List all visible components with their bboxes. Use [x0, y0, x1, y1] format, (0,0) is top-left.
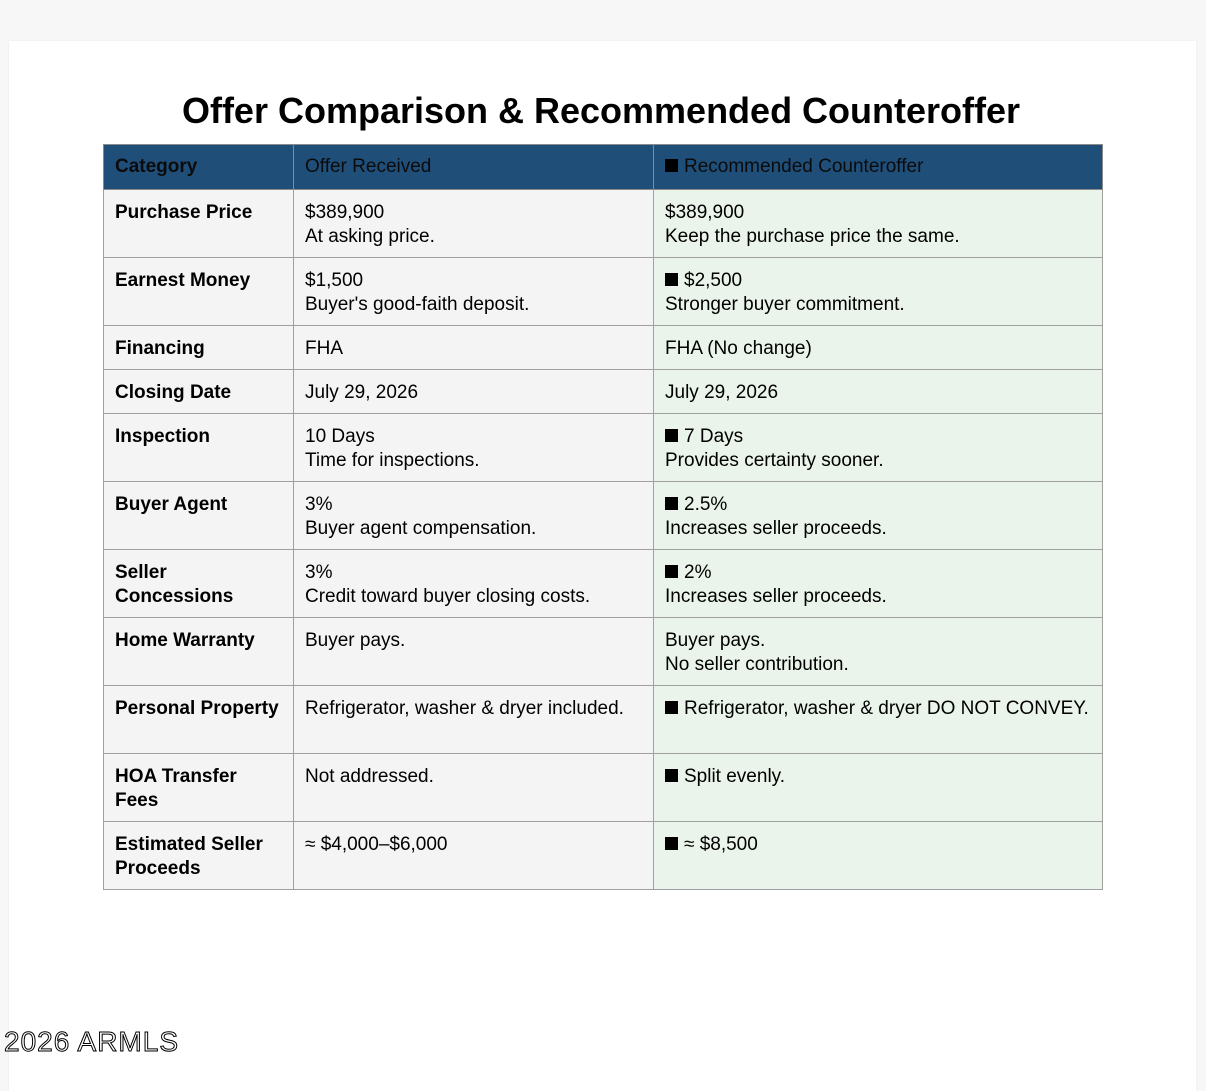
table-row-home-warranty — [104, 618, 1103, 686]
offer-cell — [294, 370, 654, 414]
counter-note: Increases seller proceeds. — [665, 518, 887, 539]
offer-cell — [294, 754, 654, 822]
black-square-icon — [665, 497, 678, 510]
offer-value: Refrigerator, washer & dryer included. — [305, 698, 624, 719]
counter-value-line — [665, 493, 1091, 517]
table-row-financing — [104, 326, 1103, 370]
offer-cell — [294, 618, 654, 686]
black-square-icon — [665, 159, 678, 172]
category-cell: Seller Concessions — [104, 550, 294, 618]
counter-value: July 29, 2026 — [665, 382, 779, 403]
offer-value: $1,500 — [305, 270, 364, 291]
table-header-row — [104, 145, 1103, 190]
category-cell: Home Warranty — [104, 618, 294, 686]
counter-value: ≈ $8,500 — [684, 834, 758, 855]
counter-value: 2.5% — [684, 494, 728, 515]
counter-cell — [654, 258, 1103, 326]
copyright-footer: 2026 ARMLS — [4, 1026, 179, 1057]
offer-note: Buyer's good-faith deposit. — [305, 294, 530, 315]
category-cell: Financing — [104, 326, 294, 370]
counter-value-line — [665, 269, 1091, 293]
counter-cell — [654, 370, 1103, 414]
header-recommended-counteroffer — [654, 145, 1103, 190]
counter-cell — [654, 618, 1103, 686]
offer-value: FHA — [305, 338, 343, 359]
category-cell: Personal Property — [104, 686, 294, 754]
offer-value: July 29, 2026 — [305, 382, 419, 403]
counter-cell — [654, 754, 1103, 822]
black-square-icon — [665, 565, 678, 578]
counter-value-line — [665, 425, 1091, 449]
counter-value: 2% — [684, 562, 712, 583]
table-row-earnest-money — [104, 258, 1103, 326]
black-square-icon — [665, 273, 678, 286]
offer-cell — [294, 686, 654, 754]
counter-note: No seller contribution. — [665, 654, 849, 675]
offer-value: 3% — [305, 494, 333, 515]
table-row-inspection — [104, 414, 1103, 482]
counter-value-line — [665, 697, 1091, 721]
offer-value: 10 Days — [305, 426, 375, 447]
counter-value: Buyer pays. — [665, 630, 766, 651]
counter-value-line — [665, 561, 1091, 585]
table-row-personal-property — [104, 686, 1103, 754]
counter-value: FHA (No change) — [665, 338, 812, 359]
counter-value: $2,500 — [684, 270, 743, 291]
counter-value-line — [665, 833, 1091, 857]
counter-cell — [654, 190, 1103, 258]
counter-value: Split evenly. — [684, 766, 786, 787]
counter-cell — [654, 326, 1103, 370]
category-cell: Closing Date — [104, 370, 294, 414]
offer-cell — [294, 190, 654, 258]
offer-cell — [294, 326, 654, 370]
offer-cell — [294, 482, 654, 550]
offer-note: Time for inspections. — [305, 450, 480, 471]
counter-note: Increases seller proceeds. — [665, 586, 887, 607]
counter-value-line — [665, 765, 1091, 789]
counter-note: Keep the purchase price the same. — [665, 226, 960, 247]
offer-value: Buyer pays. — [305, 630, 406, 651]
category-cell: Estimated Seller Proceeds — [104, 822, 294, 890]
counter-note: Provides certainty sooner. — [665, 450, 884, 471]
header-counter-label: Recommended Counteroffer — [684, 156, 924, 177]
category-cell: Buyer Agent — [104, 482, 294, 550]
offer-comparison-table — [103, 144, 1103, 890]
black-square-icon — [665, 769, 678, 782]
counter-note: Stronger buyer commitment. — [665, 294, 905, 315]
counter-value: Refrigerator, washer & dryer DO NOT CONVEY. — [684, 698, 1089, 719]
offer-cell — [294, 258, 654, 326]
offer-cell — [294, 550, 654, 618]
counter-cell — [654, 686, 1103, 754]
black-square-icon — [665, 837, 678, 850]
offer-cell — [294, 822, 654, 890]
category-cell: Inspection — [104, 414, 294, 482]
offer-value: 3% — [305, 562, 333, 583]
table-row-hoa-transfer-fees — [104, 754, 1103, 822]
counter-cell — [654, 822, 1103, 890]
table-row-seller-concessions — [104, 550, 1103, 618]
offer-value: $389,900 — [305, 202, 385, 223]
counter-value: 7 Days — [684, 426, 744, 447]
header-offer-received: Offer Received — [294, 145, 654, 190]
counter-cell — [654, 550, 1103, 618]
black-square-icon — [665, 701, 678, 714]
offer-note: Credit toward buyer closing costs. — [305, 586, 591, 607]
offer-note: At asking price. — [305, 226, 435, 247]
document-title: Offer Comparison & Recommended Counteroffer — [181, 90, 1021, 131]
table-row-estimated-seller-proceeds — [104, 822, 1103, 890]
header-category: Category — [104, 145, 294, 190]
counter-value: $389,900 — [665, 202, 745, 223]
counter-cell — [654, 482, 1103, 550]
offer-cell — [294, 414, 654, 482]
category-cell: Earnest Money — [104, 258, 294, 326]
category-cell: Purchase Price — [104, 190, 294, 258]
offer-value: ≈ $4,000–$6,000 — [305, 834, 448, 855]
black-square-icon — [665, 429, 678, 442]
counter-cell — [654, 414, 1103, 482]
offer-note: Buyer agent compensation. — [305, 518, 537, 539]
offer-value: Not addressed. — [305, 766, 434, 787]
table-row-closing-date — [104, 370, 1103, 414]
category-cell: HOA Transfer Fees — [104, 754, 294, 822]
table-row-buyer-agent — [104, 482, 1103, 550]
table-row-purchase-price — [104, 190, 1103, 258]
